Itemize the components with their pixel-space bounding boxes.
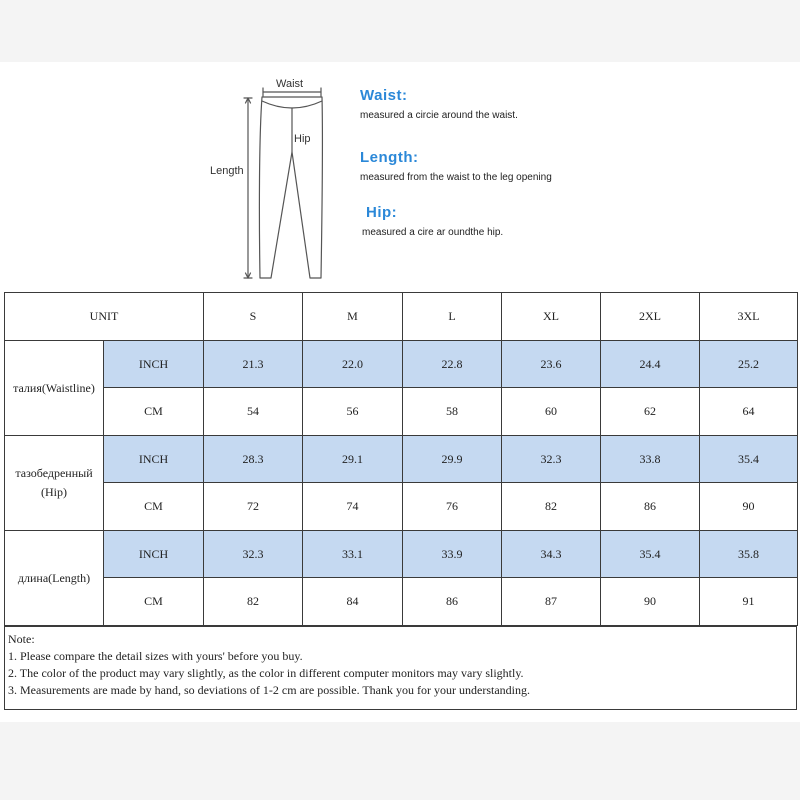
value-cell: 28.3: [204, 436, 303, 483]
table-row: [5, 388, 798, 436]
note-line: 1. Please compare the detail sizes with yours' before you buy.: [8, 649, 303, 663]
value-cell: 32.3: [502, 436, 601, 483]
value-cell: 23.6: [502, 341, 601, 388]
value-cell: 29.1: [303, 436, 403, 483]
value-cell: 87: [502, 578, 601, 626]
value-cell: 25.2: [700, 341, 798, 388]
value-cell: 86: [403, 578, 502, 626]
value-cell: 72: [204, 483, 303, 531]
group-label-line: талия(Waistline): [13, 380, 95, 395]
value-cell: 74: [303, 483, 403, 531]
group-label-line: тазобедренный: [15, 466, 93, 480]
note-line: 2. The color of the product may vary slightly, as the color in different computer monitors may vary slightly.: [8, 666, 524, 680]
table-row: [5, 436, 798, 483]
unit-cell: CM: [104, 578, 204, 626]
length-definition-text: measured from the waist to the leg opening: [360, 172, 552, 183]
value-cell: 22.0: [303, 341, 403, 388]
table-row: [5, 341, 798, 388]
waistband-curve: [262, 101, 322, 108]
value-cell: 35.4: [601, 531, 700, 578]
group-label-hip: [5, 436, 104, 531]
value-cell: 34.3: [502, 531, 601, 578]
size-header-s: S: [204, 293, 303, 341]
group-label-line: длина(Length): [17, 570, 91, 585]
length-definition-term: Length:: [360, 149, 419, 166]
value-cell: 84: [303, 578, 403, 626]
unit-header: UNIT: [5, 293, 204, 341]
size-header-xl: XL: [502, 293, 601, 341]
value-cell: 35.8: [700, 531, 798, 578]
unit-cell: CM: [104, 388, 204, 436]
value-cell: 86: [601, 483, 700, 531]
unit-cell: INCH: [104, 341, 204, 388]
value-cell: 90: [700, 483, 798, 531]
value-cell: 29.9: [403, 436, 502, 483]
value-cell: 24.4: [601, 341, 700, 388]
pants-outline: [259, 97, 322, 278]
value-cell: 35.4: [700, 436, 798, 483]
size-header-l: L: [403, 293, 502, 341]
unit-cell: INCH: [104, 531, 204, 578]
table-row: [5, 483, 798, 531]
value-cell: 62: [601, 388, 700, 436]
value-cell: 22.8: [403, 341, 502, 388]
value-cell: 82: [204, 578, 303, 626]
diagram-length-label: Length: [210, 165, 244, 177]
table-row: [5, 578, 798, 626]
unit-cell: CM: [104, 483, 204, 531]
table-row: [5, 531, 798, 578]
waist-definition-term: Waist:: [360, 87, 408, 104]
value-cell: 54: [204, 388, 303, 436]
note-line: 3. Measurements are made by hand, so deviations of 1-2 cm are possible. Thank you for your understanding.: [8, 683, 530, 697]
value-cell: 58: [403, 388, 502, 436]
value-cell: 76: [403, 483, 502, 531]
pants-diagram: [230, 78, 340, 288]
notes-title: Note:: [8, 632, 35, 646]
group-label-line: (Hip): [41, 485, 67, 499]
value-cell: 91: [700, 578, 798, 626]
value-cell: 56: [303, 388, 403, 436]
group-label-waistline: [5, 341, 104, 436]
group-label-length: [5, 531, 104, 626]
size-header-3xl: 3XL: [700, 293, 798, 341]
notes-box: [4, 626, 797, 710]
value-cell: 33.1: [303, 531, 403, 578]
value-cell: 21.3: [204, 341, 303, 388]
hip-definition-term: Hip:: [366, 204, 398, 221]
value-cell: 64: [700, 388, 798, 436]
unit-cell: INCH: [104, 436, 204, 483]
value-cell: 32.3: [204, 531, 303, 578]
value-cell: 33.9: [403, 531, 502, 578]
value-cell: 90: [601, 578, 700, 626]
value-cell: 82: [502, 483, 601, 531]
size-chart-table: [4, 292, 798, 626]
waist-definition-text: measured a circie around the waist.: [360, 110, 518, 121]
diagram-hip-label: Hip: [294, 133, 311, 145]
table-header-row: [5, 293, 798, 341]
size-header-2xl: 2XL: [601, 293, 700, 341]
hip-definition-text: measured a cire ar oundthe hip.: [362, 227, 504, 238]
value-cell: 33.8: [601, 436, 700, 483]
diagram-waist-label: Waist: [276, 78, 304, 90]
value-cell: 60: [502, 388, 601, 436]
size-header-m: M: [303, 293, 403, 341]
